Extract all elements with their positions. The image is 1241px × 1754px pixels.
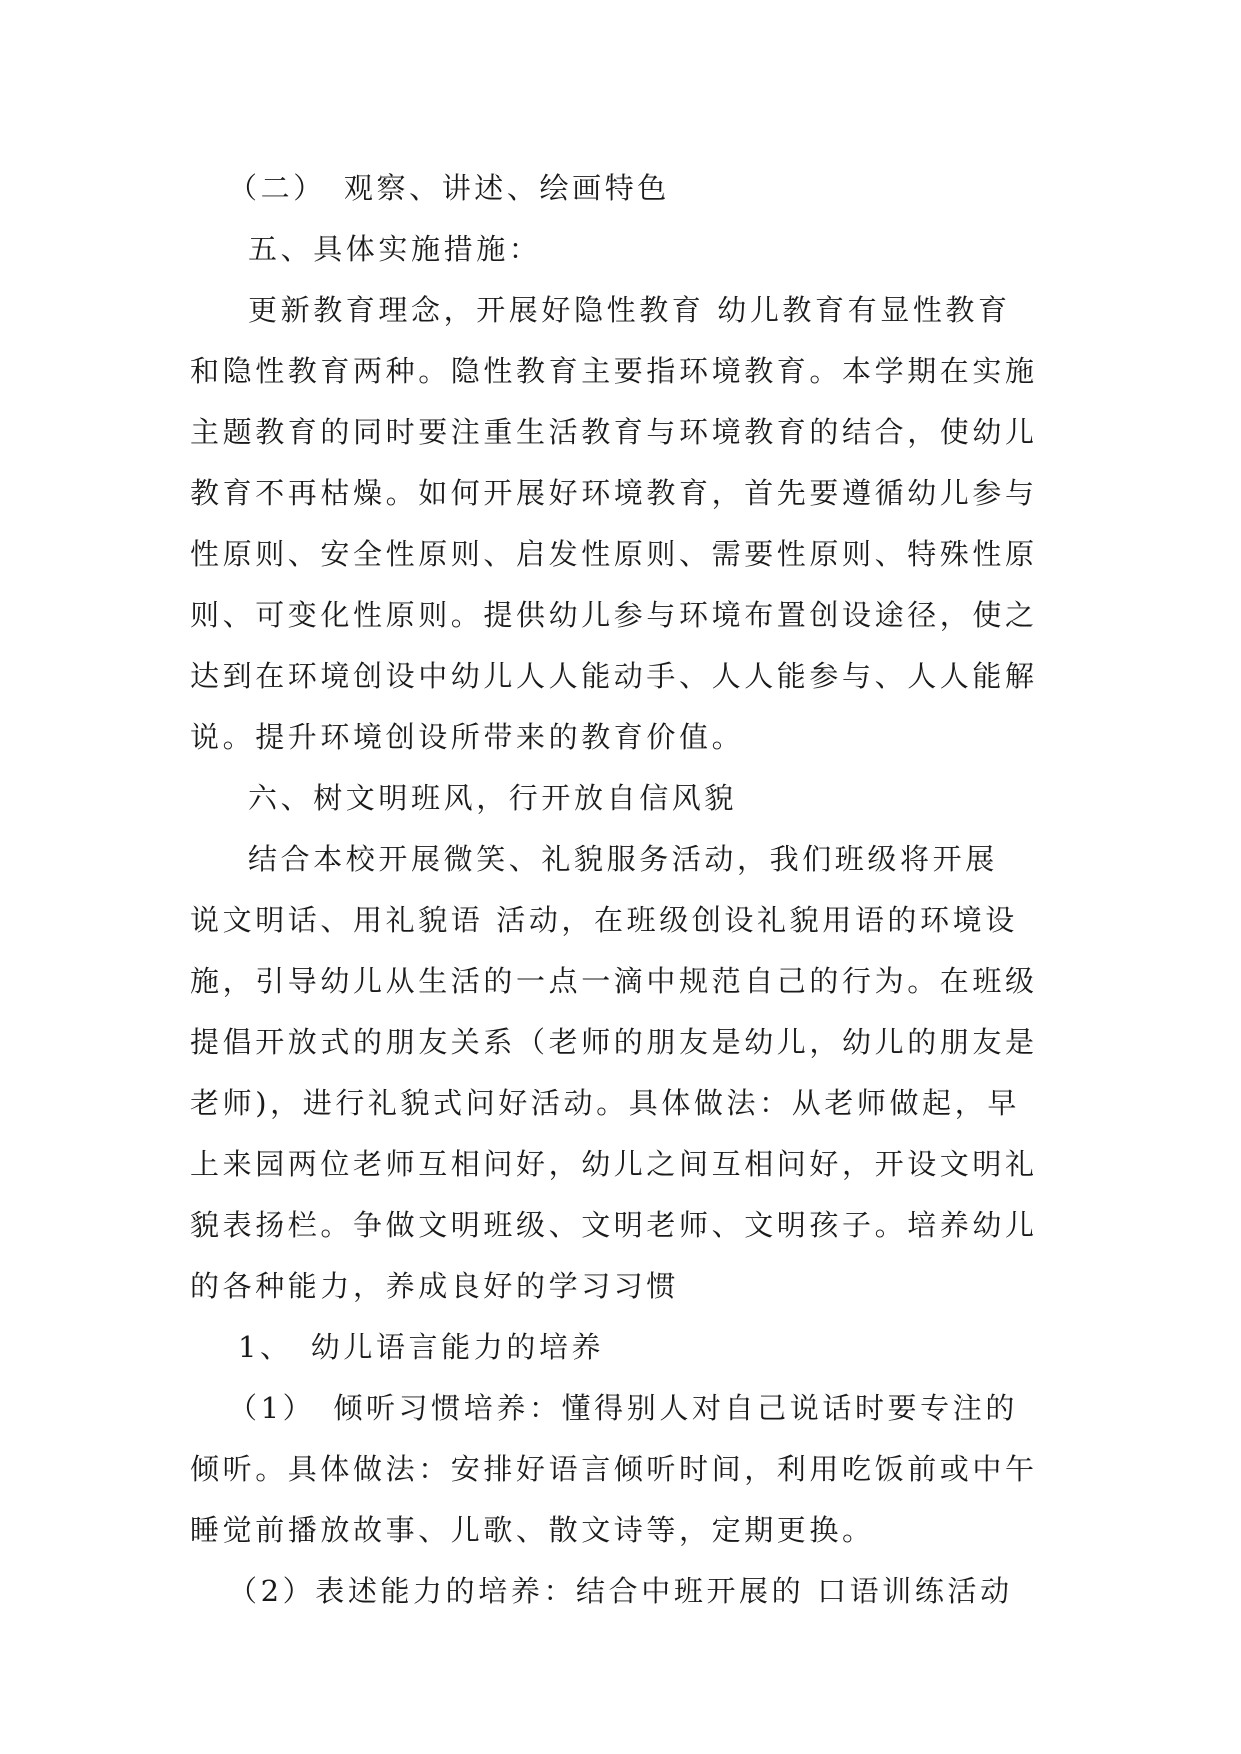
paragraph-line: 教育不再枯燥。如何开展好环境教育，首先要遵循幼儿参与 <box>190 476 1038 510</box>
document-body <box>190 158 1050 1622</box>
subheading-observation: （二） 观察、讲述、绘画特色 <box>228 171 670 205</box>
section-heading-class-style: 六、树文明班风，行开放自信风貌 <box>248 781 738 815</box>
paragraph-line: （2）表述能力的培养：结合中班开展的 口语训练活动 <box>228 1574 1013 1608</box>
paragraph-line: 达到在环境创设中幼儿人人能动手、人人能参与、人人能解 <box>190 659 1038 693</box>
paragraph-line: 更新教育理念，开展好隐性教育 幼儿教育有显性教育 <box>248 293 1011 327</box>
paragraph-line: 主题教育的同时要注重生活教育与环境教育的结合，使幼儿 <box>190 415 1038 449</box>
paragraph-line: 说文明话、用礼貌语 活动，在班级创设礼貌用语的环境设 <box>190 903 1018 937</box>
paragraph-line: 上来园两位老师互相问好，幼儿之间互相问好，开设文明礼 <box>190 1147 1038 1181</box>
paragraph-line: 睡觉前播放故事、儿歌、散文诗等，定期更换。 <box>190 1513 875 1547</box>
paragraph-line: 的各种能力，养成良好的学习习惯 <box>190 1269 680 1303</box>
paragraph-line: 性原则、安全性原则、启发性原则、需要性原则、特殊性原 <box>190 537 1038 571</box>
paragraph-line: 则、可变化性原则。提供幼儿参与环境布置创设途径，使之 <box>190 598 1038 632</box>
paragraph-line: 倾听。具体做法：安排好语言倾听时间，利用吃饭前或中午 <box>190 1452 1038 1486</box>
list-item-language-ability: 1、 幼儿语言能力的培养 <box>238 1330 605 1364</box>
paragraph-line: 老师)，进行礼貌式问好活动。具体做法：从老师做起，早 <box>190 1086 1020 1120</box>
paragraph-line: 结合本校开展微笑、礼貌服务活动，我们班级将开展 <box>248 842 998 876</box>
paragraph-line: （1） 倾听习惯培养：懂得别人对自己说话时要专注的 <box>228 1391 1018 1425</box>
paragraph-line: 说。提升环境创设所带来的教育价值。 <box>190 720 745 754</box>
paragraph-line: 施，引导幼儿从生活的一点一滴中规范自己的行为。在班级 <box>190 964 1038 998</box>
paragraph-line: 提倡开放式的朋友关系（老师的朋友是幼儿，幼儿的朋友是 <box>190 1025 1038 1059</box>
paragraph-line: 和隐性教育两种。隐性教育主要指环境教育。本学期在实施 <box>190 354 1038 388</box>
section-heading-implementation: 五、具体实施措施： <box>248 232 542 266</box>
paragraph-line: 貌表扬栏。争做文明班级、文明老师、文明孩子。培养幼儿 <box>190 1208 1038 1242</box>
